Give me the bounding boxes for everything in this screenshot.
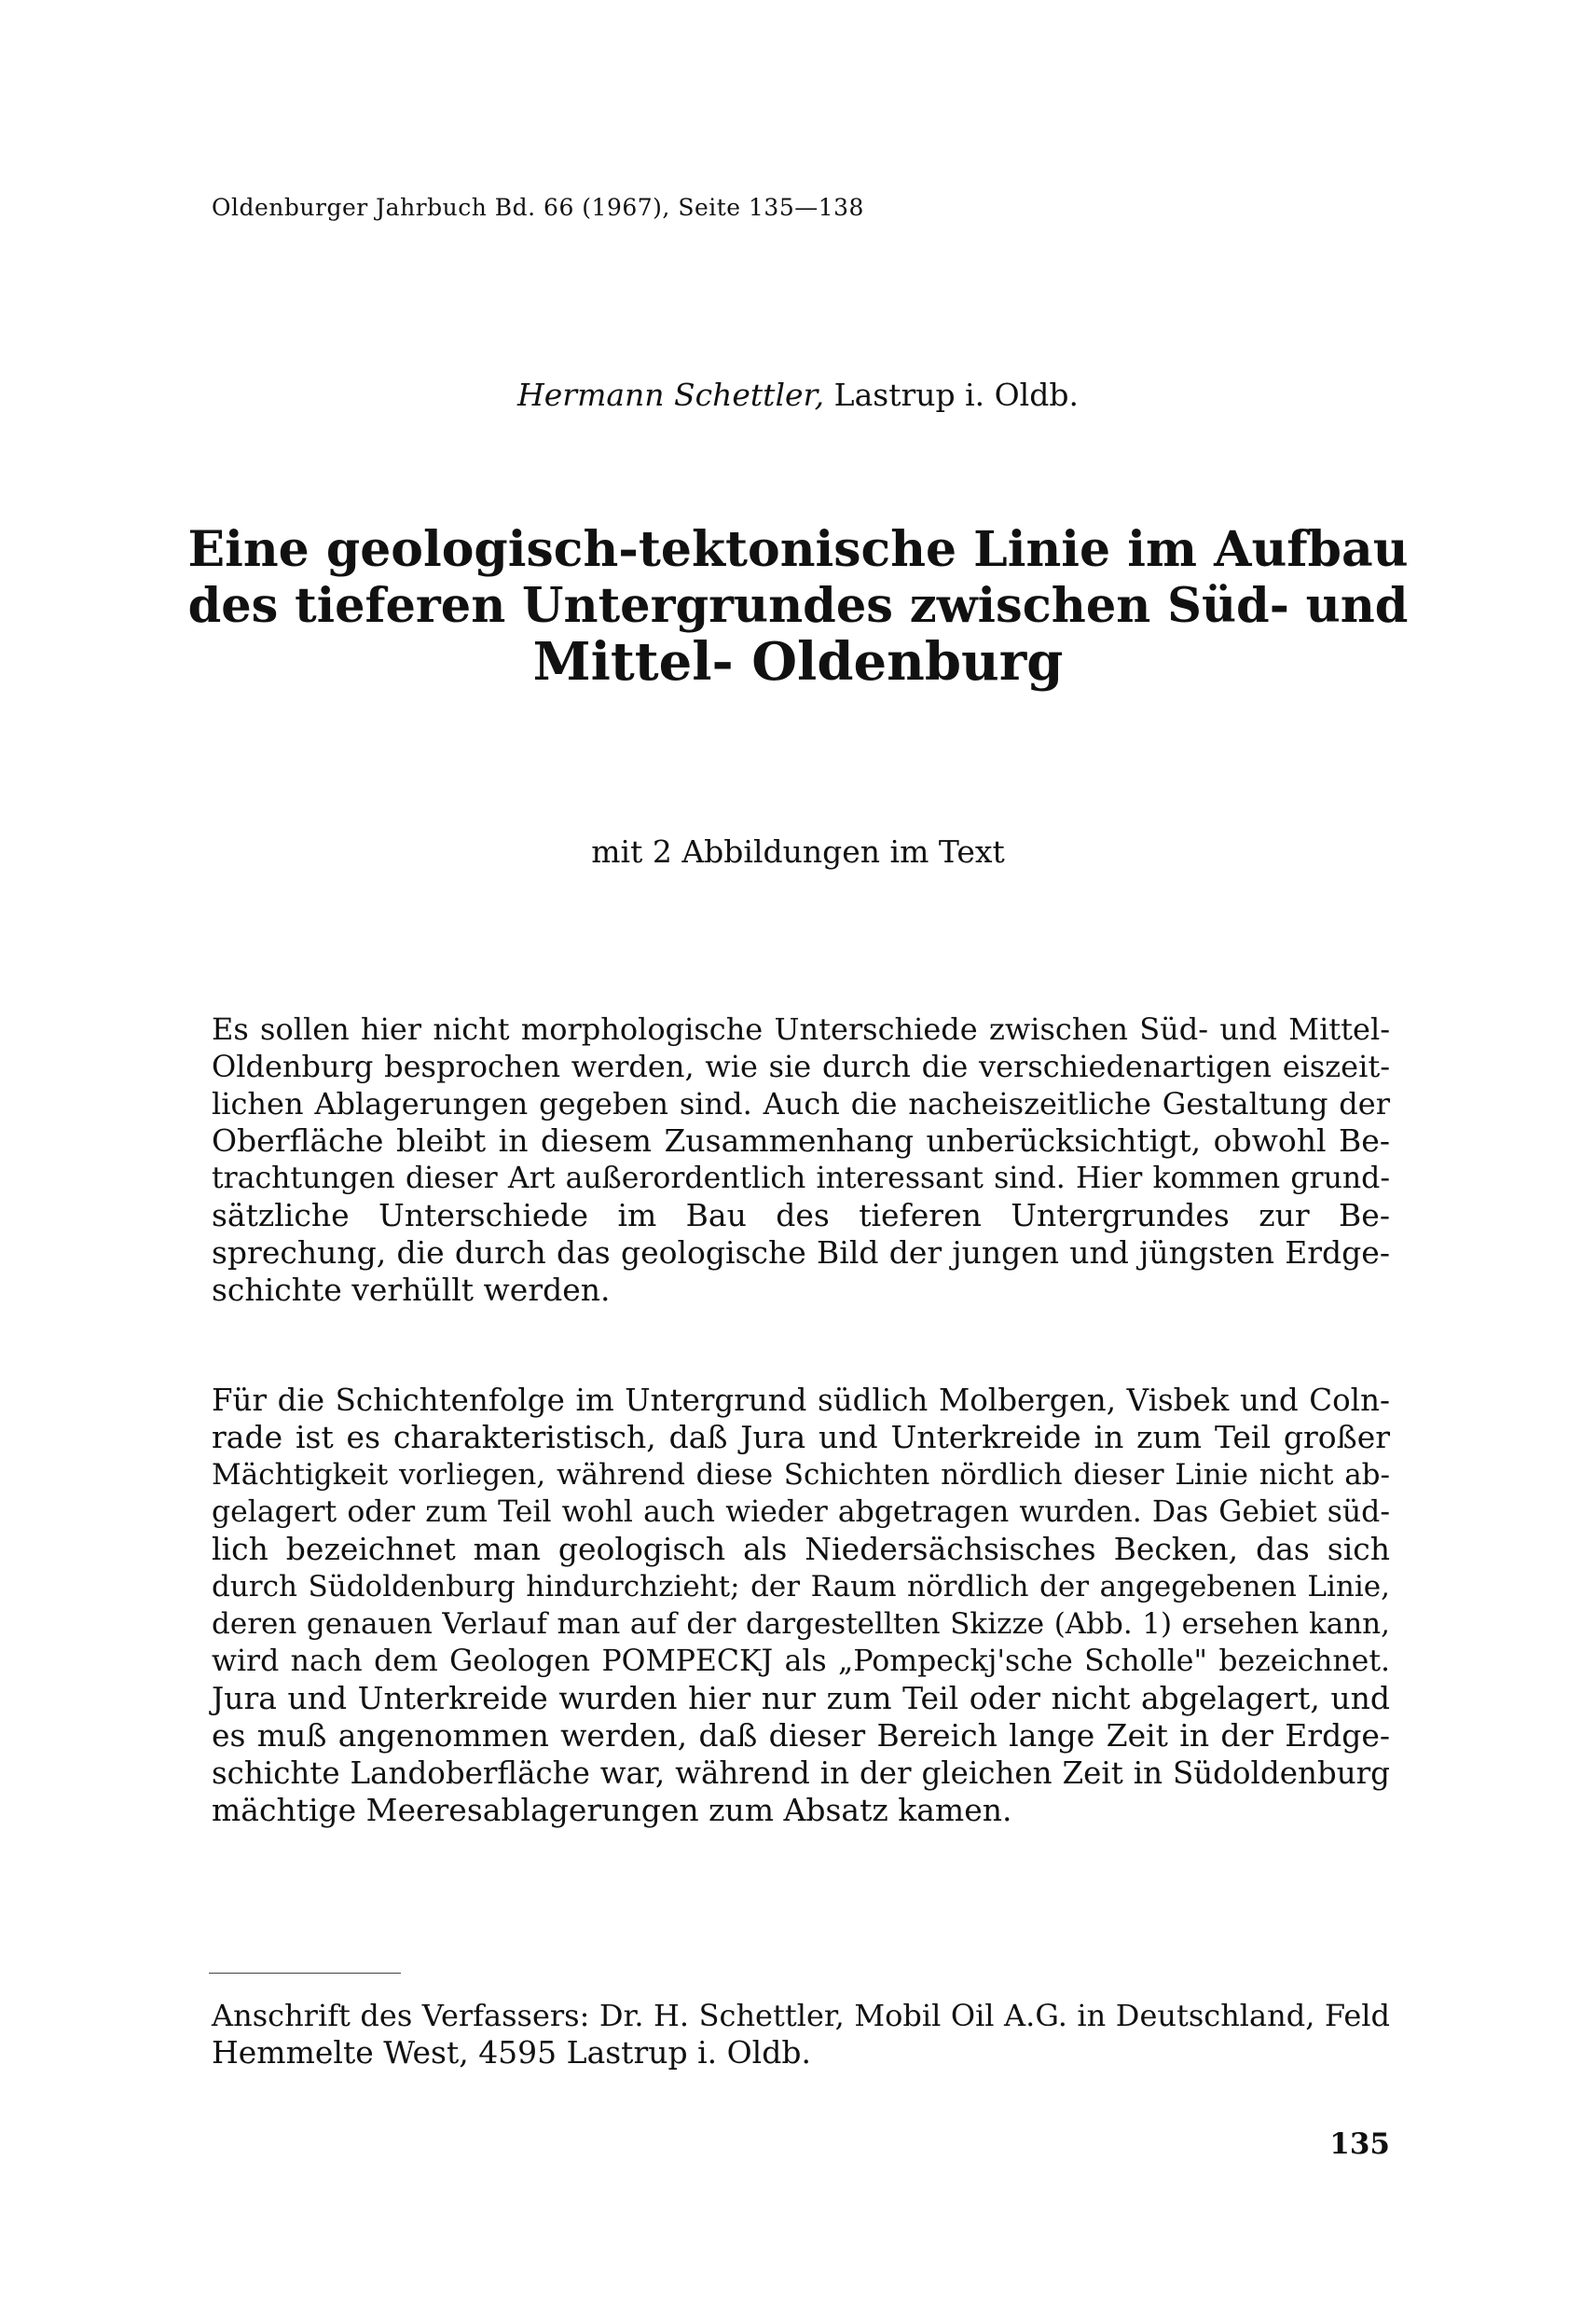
text-line: gelagert oder zum Teil wohl auch wieder abgetragen wurden. Das Gebiet süd- — [212, 1495, 1390, 1529]
article-title — [186, 521, 1410, 693]
author-name: Hermann Schettler, — [517, 377, 825, 413]
author-line — [0, 377, 1596, 413]
text-line: wird nach dem Geologen POMPECKJ als „Pompeckj'sche Scholle" bezeichnet. — [212, 1645, 1390, 1678]
text-line: Jura und Unterkreide wurden hier nur zum Teil oder nicht abgelagert, und — [212, 1680, 1390, 1716]
footnote-line: Hemmelte West, 4595 Lastrup i. Oldb. — [212, 2034, 811, 2071]
text-line: Es sollen hier nicht morphologische Unterschiede zwischen Süd- und Mittel- — [212, 1012, 1390, 1047]
text-line: deren genauen Verlauf man auf der dargestellten Skizze (Abb. 1) ersehen kann, — [212, 1607, 1390, 1641]
title-line: des tieferen Untergrundes zwischen Süd- und — [187, 578, 1409, 634]
page-number: 135 — [1329, 2127, 1390, 2161]
text-line: Oberfläche bleibt in diesem Zusammenhang unberücksichtigt, obwohl Be- — [212, 1122, 1390, 1159]
title-line: Mittel- Oldenburg — [532, 631, 1064, 693]
author-location: Lastrup i. Oldb. — [833, 377, 1079, 413]
text-line: sprechung, die durch das geologische Bild der jungen und jüngsten Erdge- — [212, 1234, 1390, 1271]
text-line: lichen Ablagerungen gegeben sind. Auch die nacheiszeitliche Gestaltung der — [212, 1086, 1390, 1122]
footnote-divider — [209, 1973, 401, 1974]
text-line: Mächtigkeit vorliegen, während diese Schichten nördlich dieser Linie nicht ab- — [212, 1458, 1390, 1492]
text-line: lich bezeichnet man geologisch als Niedersächsisches Becken, das sich — [212, 1531, 1390, 1567]
subtitle: mit 2 Abbildungen im Text — [591, 833, 1005, 870]
text-line: Für die Schichtenfolge im Untergrund südlich Molbergen, Visbek und Coln- — [212, 1383, 1390, 1418]
text-line: schichte Landoberfläche war, während in der gleichen Zeit in Südoldenburg — [212, 1755, 1390, 1791]
text-line: trachtungen dieser Art außerordentlich interessant sind. Hier kommen grund- — [212, 1162, 1390, 1195]
text-line: rade ist es charakteristisch, daß Jura und Unterkreide in zum Teil großer — [212, 1419, 1390, 1455]
text-line: mächtige Meeresablagerungen zum Absatz kamen. — [212, 1792, 1012, 1828]
footnote-line: Anschrift des Verfassers: Dr. H. Schettler, Mobil Oil A.G. in Deutschland, Feld — [212, 1998, 1390, 2033]
body-paragraph-1 — [212, 1011, 1390, 1309]
text-line: durch Südoldenburg hindurchzieht; der Raum nördlich der angegebenen Linie, — [212, 1570, 1390, 1603]
body-paragraph-2 — [212, 1382, 1390, 1829]
text-line: Oldenburg besprochen werden, wie sie durch die verschiedenartigen eiszeit- — [212, 1049, 1390, 1084]
text-line: es muß angenommen werden, daß dieser Bereich lange Zeit in der Erdge- — [212, 1717, 1390, 1754]
text-line: sätzliche Unterschiede im Bau des tieferen Untergrundes zur Be- — [212, 1197, 1390, 1233]
footnote — [212, 1997, 1390, 2071]
title-line: Eine geologisch-tektonische Linie im Aufbau — [187, 521, 1409, 578]
text-line: schichte verhüllt werden. — [212, 1272, 611, 1308]
running-head: Oldenburger Jahrbuch Bd. 66 (1967), Seite 135—138 — [212, 194, 864, 221]
